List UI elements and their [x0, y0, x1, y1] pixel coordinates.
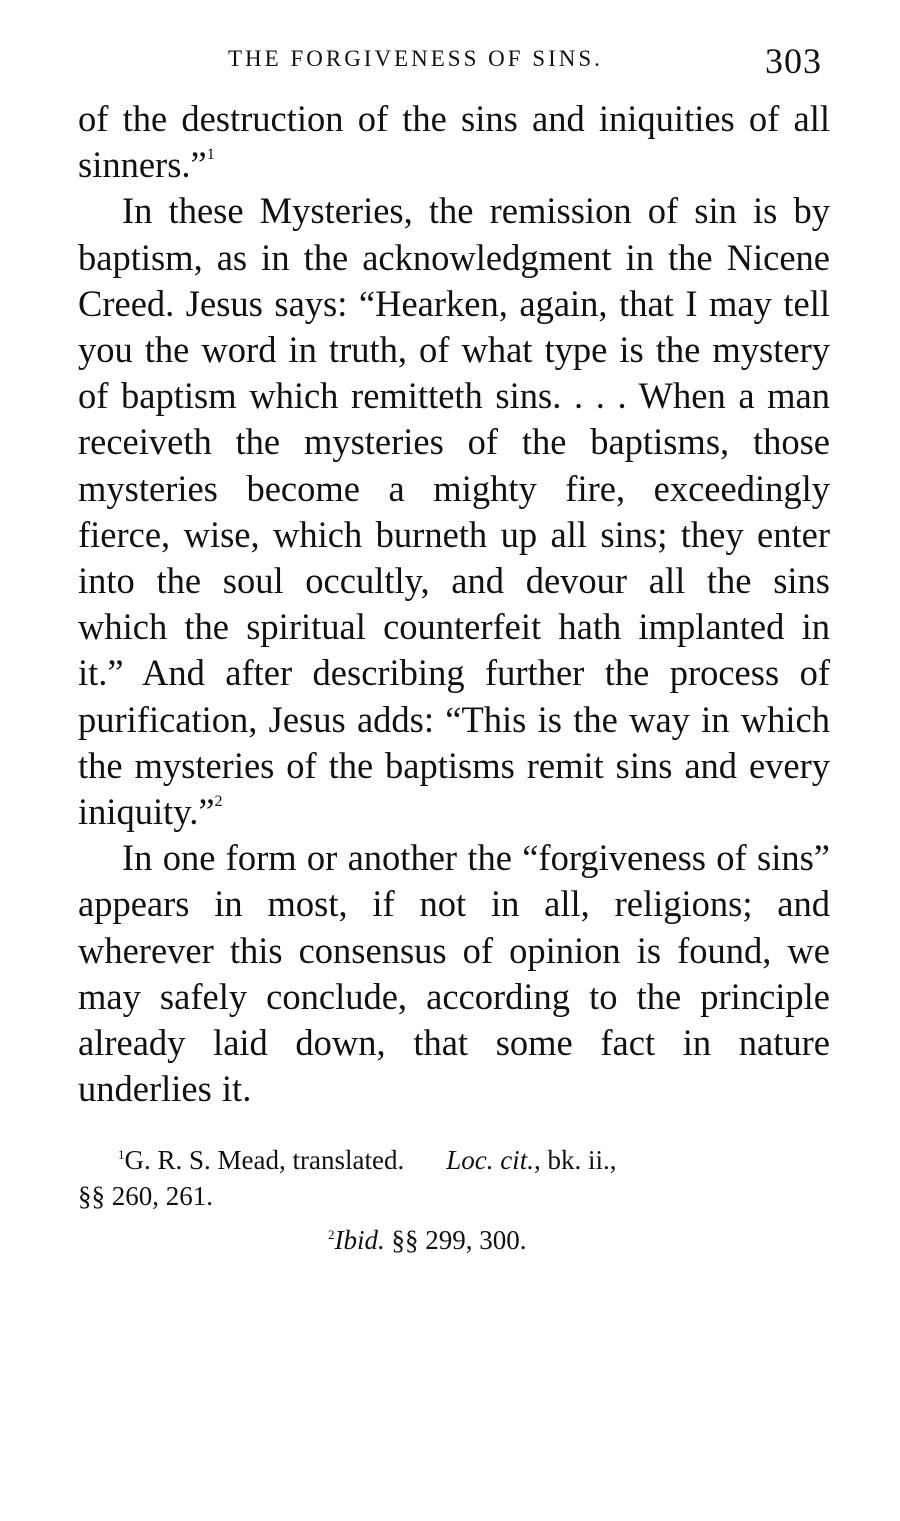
footnote-1-sections: §§ 260, 261.: [78, 1181, 213, 1212]
book-page: [78, 40, 830, 1258]
footnote-2: [78, 1222, 830, 1258]
paragraph-1: [78, 96, 830, 188]
paragraph-3: [78, 835, 830, 1112]
running-title: THE FORGIVENESS OF SINS.: [228, 46, 603, 71]
footnote-1: [78, 1142, 830, 1178]
footnote-1-text: G. R. S. Mead, translated.: [124, 1145, 405, 1176]
footnote-1-citation: Loc. cit.: [446, 1145, 534, 1176]
running-header: [78, 40, 830, 96]
paragraph-2: [78, 188, 830, 835]
page-number: 303: [765, 41, 822, 81]
footnote-ref-2: 2: [214, 793, 223, 811]
footnote-1-mark: 1: [118, 1147, 125, 1163]
footnote-1-text-b: , bk. ii.,: [533, 1145, 617, 1176]
footnote-2-text: §§ 299, 300.: [384, 1225, 527, 1256]
paragraph-2-text: In these Mysteries, the remission of sin is by baptism, as in the acknowledgment in the Nicene Creed. Jesus says: “Hearken, again, that I may tell you the word in truth, of what type is the mystery of baptism which remitteth sins. . . . When a man receiveth the mysteries of the baptisms, those mysteries become a mighty fire, exceedingly fierce, wise, which burneth up all sins; they enter into the soul occultly, and devour all the sins which the spiritual counterfeit hath implanted in it.” And after describing further the process of purification, Jesus adds: “This is the way in which the mysteries of the baptisms remit sins and every iniquity.”: [78, 190, 830, 833]
footnote-2-mark: 2: [328, 1227, 335, 1243]
paragraph-1-text: of the destruction of the sins and iniquities of all sinners.”: [78, 98, 830, 186]
paragraph-3-text: In one form or another the “forgiveness of sins” appears in most, if not in all, religions; and wherever this consensus of opinion is found, we may safely conclude, according to the principle already laid down, that some fact in nature underlies it.: [78, 837, 830, 1110]
footnote-ref-1: 1: [206, 146, 215, 164]
body-text: [78, 96, 830, 1112]
footnote-1-continuation: [78, 1178, 830, 1214]
footnotes: [78, 1142, 830, 1258]
footnote-2-citation: Ibid.: [334, 1225, 385, 1256]
